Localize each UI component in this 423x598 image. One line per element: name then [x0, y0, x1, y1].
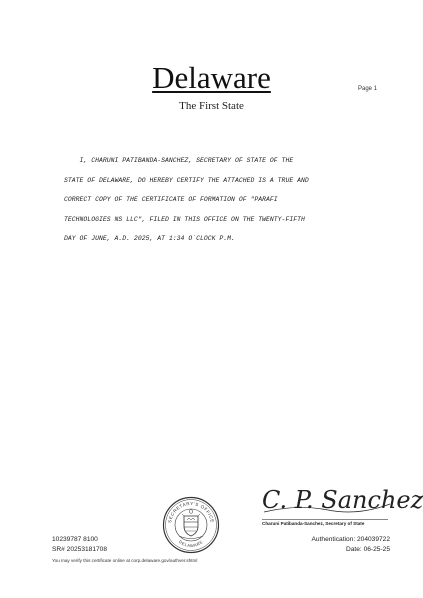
certification-line: I, CHARUNI PATIBANDA-SANCHEZ, SECRETARY OF STATE OF THE [64, 157, 294, 164]
verify-note: You may verify this certificate online at corp.delaware.gov/authver.shtml [52, 558, 198, 563]
certification-text [64, 151, 364, 249]
certification-line: CORRECT COPY OF THE CERTIFICATE OF FORMATION OF "PARAFI [64, 196, 278, 203]
seal-bottom-text: DELAWARE [178, 539, 204, 549]
sr-number: SR# 20253181708 [52, 546, 107, 553]
certification-line: TECHNOLOGIES NS LLC", FILED IN THIS OFFICE ON THE TWENTY-FIFTH [64, 215, 305, 223]
state-subtitle: The First State [179, 100, 244, 112]
authentication-number: Authentication: 204039722 [311, 536, 390, 543]
state-title: Delaware [152, 60, 271, 95]
page-number: Page 1 [358, 86, 378, 92]
svg-text:DELAWARE [178, 539, 204, 548]
signature-line [262, 519, 388, 520]
signature-script: C. P. Sanchez [262, 486, 423, 514]
state-seal-icon [162, 496, 220, 554]
certification-line: DAY OF JUNE, A.D. 2025, AT 1:34 O`CLOCK P.M. [64, 235, 235, 242]
signature-image [258, 474, 423, 518]
certificate-date: Date: 06-25-25 [346, 546, 390, 553]
file-number: 10239787 8100 [52, 536, 98, 543]
signatory-name-title: Charuni Patibanda-Sanchez, Secretary of State [262, 521, 365, 526]
seal-top-text: SECRETARY'S OFFICE [167, 500, 215, 524]
certification-line: STATE OF DELAWARE, DO HEREBY CERTIFY THE ATTACHED IS A TRUE AND [64, 176, 309, 184]
